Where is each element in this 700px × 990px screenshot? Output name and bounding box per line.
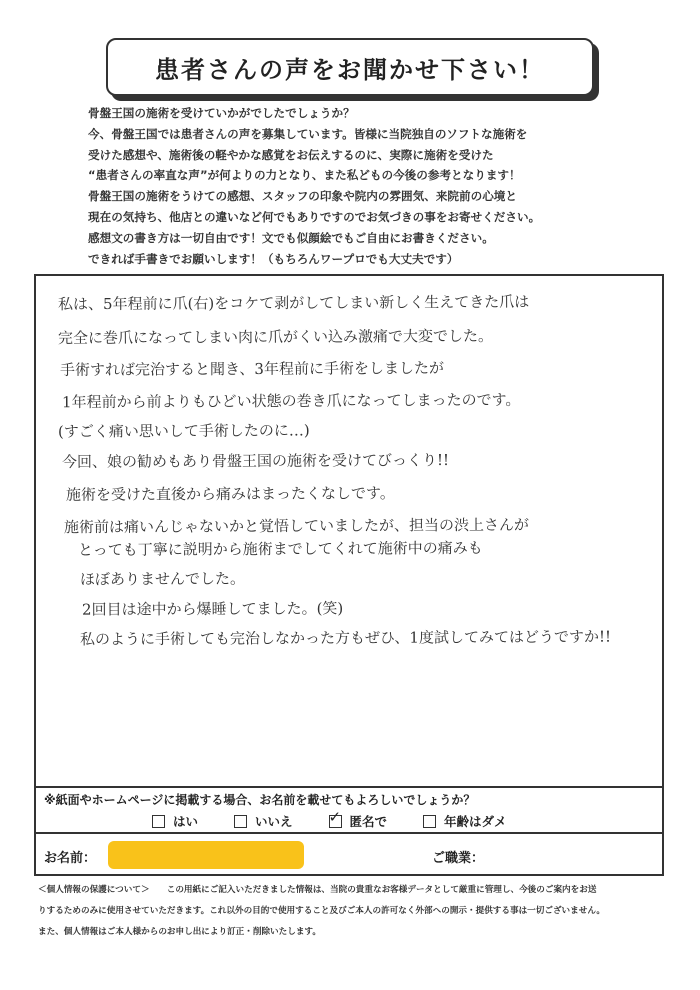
intro-line: 骨盤王国の施術をうけての感想、スタッフの印象や院内の雰囲気、来院前の心境と [88, 189, 517, 204]
checkbox[interactable] [152, 815, 165, 828]
checkbox[interactable] [423, 815, 436, 828]
feedback-sheet [34, 274, 664, 876]
option-anonymous[interactable] [328, 807, 388, 830]
title-box [106, 38, 594, 96]
handwritten-line: とっても丁寧に説明から施術までしてくれて施術中の痛みも [77, 538, 483, 560]
handwritten-line: 施術前は痛いんじゃないかと覚悟していましたが、担当の渋上さんが [63, 515, 530, 537]
intro-line: できれば手書きでお願いします！（もちろんワープロでも大丈夫です） [88, 251, 459, 266]
option-label: 年齢はダメ [444, 814, 507, 829]
handwritten-line: 今回、娘の勧めもあり骨盤王国の施術を受けてびっくり!! [61, 450, 450, 472]
intro-line: 現在の気持ち、他店との違いなど何でもありですのでお気づきの事をお寄せください。 [88, 209, 541, 224]
privacy-line: ＜個人情報の保護について＞ この用紙にご記入いただきました情報は、当院の貴重なお客様データとして厳重に管理し、今後のご案内をお送 [38, 885, 597, 895]
intro-line: “患者さんの率直な声”が何よりの力となり、また私どもの今後の参考となります！ [88, 168, 521, 183]
checkbox[interactable] [234, 815, 247, 828]
name-label: お名前： [44, 851, 97, 866]
publish-question: ※紙面やホームページに掲載する場合、お名前を載せてもよろしいでしょうか？ [44, 793, 476, 807]
handwritten-line: 私のように手術しても完治しなかった方もぜひ、1度試してみてはどうですか!! [79, 627, 612, 649]
privacy-notice [38, 880, 668, 943]
intro-text [88, 103, 648, 269]
option-yes[interactable] [152, 812, 198, 830]
handwritten-line: 完全に巻爪になってしまい肉に爪がくい込み激痛で大変でした。 [57, 326, 494, 348]
option-label: 匿名で [349, 814, 388, 829]
publish-permission [36, 786, 662, 834]
intro-line: 受けた感想や、施術後の軽やかな感覚をお伝えするのに、実際に施術を受けた [88, 147, 494, 162]
check-mark-icon: ✓ [328, 807, 342, 826]
handwritten-line: (すごく痛い思いして手術したのに…) [57, 421, 310, 441]
name-redaction [108, 841, 304, 869]
handwritten-line: 1年程前から前よりもひどい状態の巻き爪になってしまったのです。 [61, 390, 521, 412]
intro-line: 骨盤王国の施術を受けていかがでしたでしょうか？ [88, 106, 355, 120]
handwritten-line: 私は、5年程前に爪(右)をコケて剥がしてしまい新しく生えてきた爪は [57, 292, 530, 314]
handwritten-line: ほぼありませんでした。 [79, 569, 246, 589]
page-title: 患者さんの声をお聞かせ下さい！ [155, 55, 545, 84]
privacy-line: また、個人情報はご本人様からのお申し出により訂正・削除いたします。 [38, 927, 321, 937]
intro-line: 今、骨盤王国では患者さんの声を募集しています。皆様に当院独自のソフトな施術を [88, 126, 528, 141]
privacy-line: りするためのみに使用させていただきます。これ以外の目的で使用すること及びご本人の許可なく外部への開示・提供する事は一切ございません。 [38, 906, 606, 916]
handwritten-line: 手術すれば完治すると聞き、3年程前に手術をしましたが [59, 358, 445, 380]
name-row [36, 832, 662, 876]
intro-line: 感想文の書き方は一切自由です！文でも似顔絵でもご自由にお書きください。 [88, 230, 494, 245]
option-no[interactable] [234, 812, 293, 830]
handwritten-feedback [36, 276, 662, 786]
occupation-label: ご職業： [432, 851, 485, 866]
publish-options [152, 807, 543, 830]
option-no-age[interactable] [423, 812, 507, 830]
handwritten-line: 2回目は途中から爆睡してました。(笑) [81, 599, 344, 619]
option-label: はい [173, 814, 199, 829]
handwritten-line: 施術を受けた直後から痛みはまったくなしです。 [65, 484, 395, 504]
checkbox-checked[interactable] [328, 807, 342, 828]
option-label: いいえ [255, 814, 293, 829]
